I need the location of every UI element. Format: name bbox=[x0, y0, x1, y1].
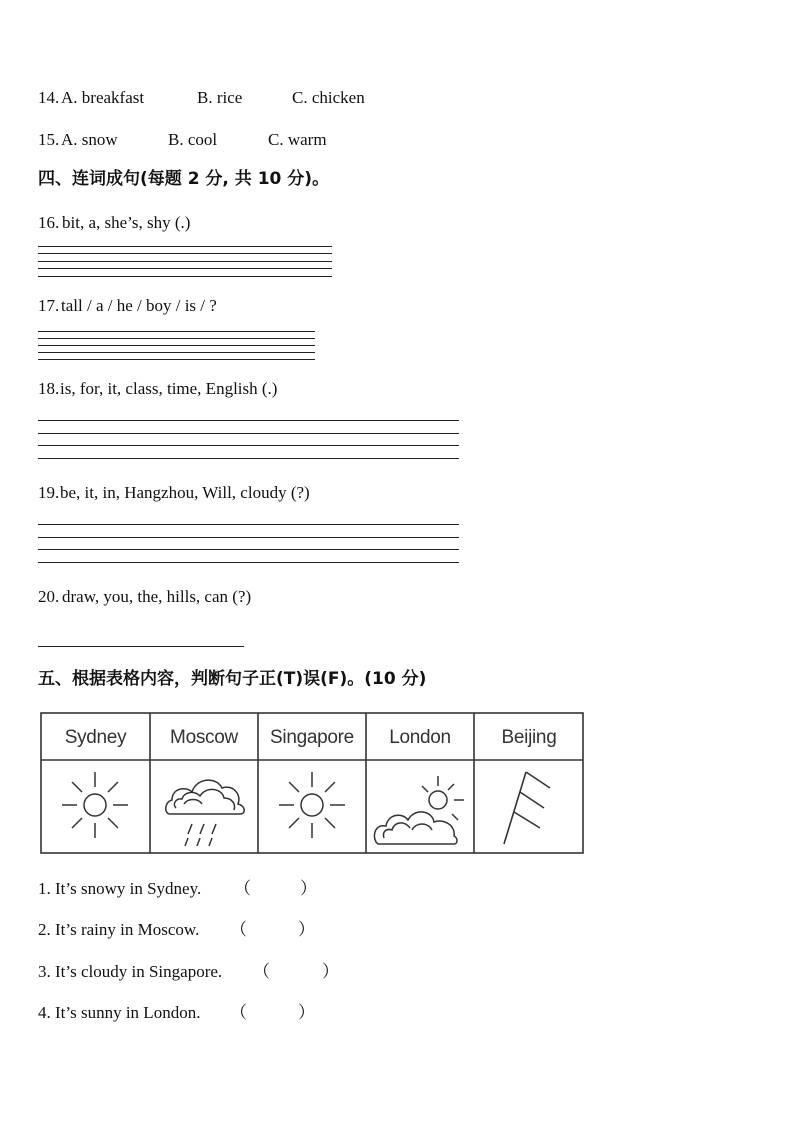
statement-3-answer-blank[interactable] bbox=[270, 959, 320, 983]
city-london: London bbox=[389, 727, 451, 748]
sun-icon bbox=[277, 770, 347, 840]
statement-2-answer-blank[interactable] bbox=[246, 917, 296, 941]
city-beijing: Beijing bbox=[501, 727, 557, 748]
sun-icon bbox=[60, 770, 130, 840]
q20-prompt: draw, you, the, hills, can (?) bbox=[62, 587, 252, 606]
weather-table bbox=[40, 712, 584, 854]
section-5-title: 五、根据表格内容，判断句子正(T)误(F)。(10 分) bbox=[38, 669, 427, 689]
section-4-title: 四、连词成句(每题 2 分, 共 10 分)。 bbox=[38, 169, 330, 189]
statement-1-close-paren: ） bbox=[300, 879, 317, 898]
q20-number: 20. bbox=[38, 587, 60, 606]
q14-option-c: C. chicken bbox=[292, 88, 365, 107]
q14-number: 14. bbox=[38, 88, 60, 107]
rain-cloud-icon bbox=[162, 768, 248, 848]
statement-4-open-paren: （ bbox=[230, 1003, 247, 1022]
statement-3-text: 3. It’s cloudy in Singapore. bbox=[38, 962, 223, 981]
city-singapore: Singapore bbox=[270, 727, 354, 748]
q16-number: 16. bbox=[38, 213, 60, 232]
city-moscow: Moscow bbox=[170, 727, 238, 748]
statement-1-text: 1. It’s snowy in Sydney. bbox=[38, 879, 202, 898]
q18-prompt: is, for, it, class, time, English (.) bbox=[60, 379, 278, 398]
q19-number: 19. bbox=[38, 483, 60, 502]
statement-2-close-paren: ） bbox=[298, 920, 315, 939]
city-sydney: Sydney bbox=[64, 727, 127, 748]
q15-option-c: C. warm bbox=[268, 130, 327, 149]
wind-flag-icon bbox=[498, 768, 564, 848]
q20-answer-line[interactable] bbox=[38, 646, 244, 647]
q18-number: 18. bbox=[38, 379, 60, 398]
statement-3-open-paren: （ bbox=[253, 962, 270, 981]
q15-option-b: B. cool bbox=[168, 130, 218, 149]
statement-4-close-paren: ） bbox=[298, 1003, 315, 1022]
q19-prompt: be, it, in, Hangzhou, Will, cloudy (?) bbox=[60, 483, 310, 502]
q15-option-a: A. snow bbox=[61, 130, 118, 149]
q17-prompt: tall / a / he / boy / is / ? bbox=[61, 296, 217, 315]
statement-2-text: 2. It’s rainy in Moscow. bbox=[38, 920, 200, 939]
statement-1-open-paren: （ bbox=[234, 879, 251, 898]
statement-4-answer-blank[interactable] bbox=[246, 1000, 296, 1024]
sun-cloud-icon bbox=[372, 772, 468, 848]
statement-4-text: 4. It’s sunny in London. bbox=[38, 1003, 201, 1022]
statement-3-close-paren: ） bbox=[322, 962, 339, 981]
q14-option-b: B. rice bbox=[197, 88, 243, 107]
q15-number: 15. bbox=[38, 130, 60, 149]
statement-2-open-paren: （ bbox=[230, 920, 247, 939]
statement-1-answer-blank[interactable] bbox=[250, 876, 298, 900]
q14-option-a: A. breakfast bbox=[61, 88, 145, 107]
q16-prompt: bit, a, she’s, shy (.) bbox=[62, 213, 191, 232]
q17-number: 17. bbox=[38, 296, 60, 315]
